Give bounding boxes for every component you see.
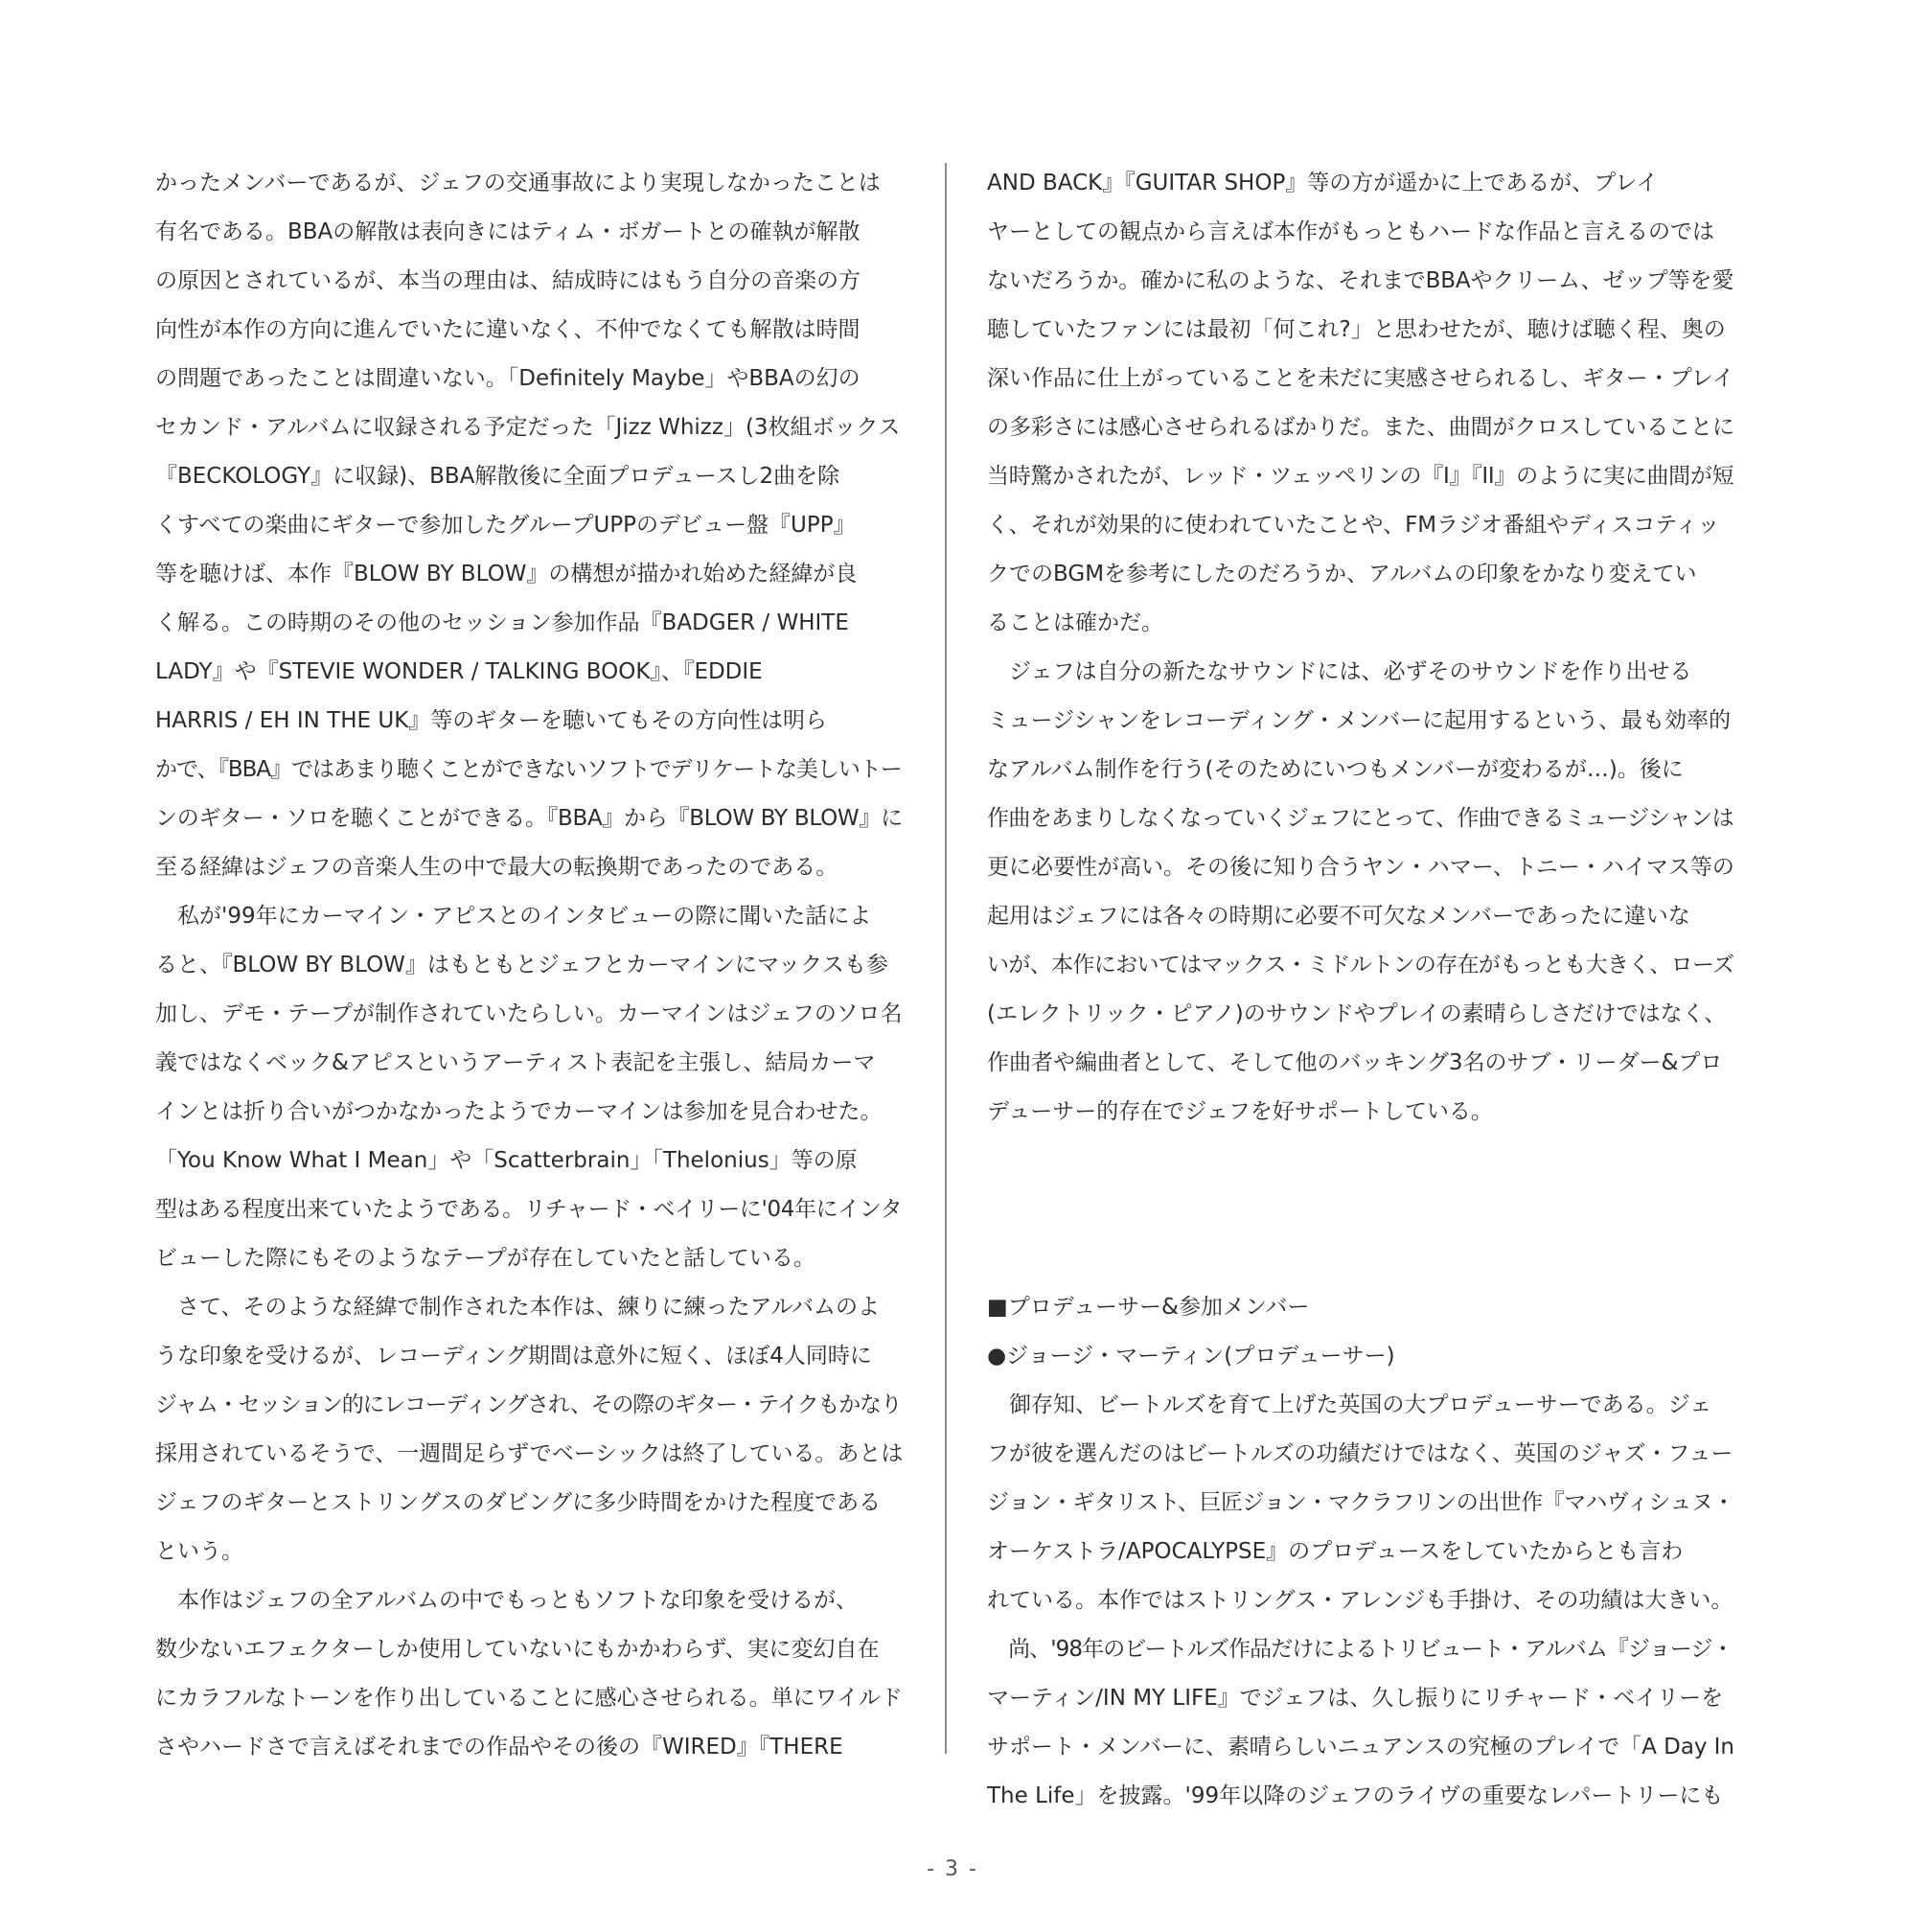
text-line: クでのBGMを参考にしたのだろうか、アルバムの印象をかなり変えてい [987,562,1697,586]
text-line: うな印象を受けるが、レコーディング期間は意外に短く、ほぼ4人同時に [155,1344,872,1368]
text-line: フが彼を選んだのはビートルズの功績だけではなく、英国のジャズ・フュー [987,1441,1733,1466]
right-column-body [987,159,1734,1137]
text-line: AND BACK』『GUITAR SHOP』等の方が遥かに上であるが、プレイ [987,171,1659,196]
text-line: セカンド・アルバムに収録される予定だった「Jizz Whizz」(3枚組ボックス [155,415,901,440]
text-line: ミュージシャンをレコーディング・メンバーに起用するという、最も効率的 [987,708,1732,733]
text-line: (エレクトリック・ピアノ)のサウンドやプレイの素晴らしさだけではなく、 [987,1001,1727,1026]
text-line: という。 [155,1539,243,1564]
text-line: サポート・メンバーに、素晴らしいニュアンスの究極のプレイで「A Day In [987,1735,1734,1760]
text-line: オーケストラ/APOCALYPSE』のプロデュースをしていたからとも言わ [987,1539,1684,1564]
section-subheading: ●ジョージ・マーティン(プロデューサー) [987,1344,1395,1368]
text-line: 数少ないエフェクターしか使用していないにもかかわらず、実に変幻自在 [155,1637,880,1662]
text-line: The Life」を披露。'99年以降のジェフのライヴの重要なレパートリーにも [987,1783,1724,1808]
text-line: HARRIS / EH IN THE UK』等のギターを聴いてもその方向性は明ら [155,708,828,733]
text-line: 更に必要性が高い。その後に知り合うヤン・ハマー、トニー・ハイマス等の [987,855,1734,880]
text-line: の問題であったことは間違いない。「Definitely Maybe」やBBAの幻の [155,366,861,391]
text-line: 型はある程度出来ていたようである。リチャード・ベイリーに'04年にインタ [155,1197,903,1222]
right-column [987,159,1734,1821]
text-line: 尚、'98年のビートルズ作品だけによるトリビュート・アルバム『ジョージ・ [987,1637,1733,1662]
text-line: 『BECKOLOGY』に収録)、BBA解散後に全面プロデュースし2曲を除 [155,464,840,489]
text-line: 聴していたファンには最初「何これ?」と思わせたが、聴けば聴く程、奥の [987,317,1726,342]
text-line: 「You Know What I Mean」や「Scatterbrain」「Thelonius」等の原 [155,1148,858,1173]
text-line: かで、『BBA』ではあまり聴くことができないソフトでデリケートな美しいトー [155,757,902,782]
text-line: 有名である。BBAの解散は表向きにはティム・ボガートとの確執が解散 [155,219,861,244]
text-line: なアルバム制作を行う(そのためにいつもメンバーが変わるが…)。後に [987,757,1684,782]
text-line: 御存知、ビートルズを育て上げた英国の大プロデューサーである。ジェ [987,1392,1712,1417]
text-line: ジェフは自分の新たなサウンドには、必ずそのサウンドを作り出せる [987,659,1692,684]
text-line: 深い作品に仕上がっていることを未だに実感させられるし、ギター・プレイ [987,366,1734,391]
section-heading: ■プロデューサー&参加メンバー [987,1295,1310,1320]
left-column [155,159,903,1772]
text-line: デューサー的存在でジェフを好サポートしている。 [987,1099,1493,1124]
text-line: ンのギター・ソロを聴くことができる。『BBA』から『BLOW BY BLOW』に [155,806,903,831]
text-line: 採用されているそうで、一週間足らずでベーシックは終了している。あとは [155,1441,904,1466]
text-line: 起用はジェフには各々の時期に必要不可欠なメンバーであったに違いな [987,904,1690,929]
text-line: 義ではなくベック&アピスというアーティスト表記を主張し、結局カーマ [155,1050,876,1075]
text-line: ることは確かだ。 [987,610,1163,635]
text-line: マーティン/IN MY LIFE』でジェフは、久し振りにリチャード・ベイリーを [987,1686,1724,1711]
text-line: LADY』や『STEVIE WONDER / TALKING BOOK』、『EDDIE [155,659,763,684]
text-line: ジョン・ギタリスト、巨匠ジョン・マクラフリンの出世作『マハヴィシュヌ・ [987,1490,1734,1515]
text-line: ると、『BLOW BY BLOW』はもともとジェフとカーマインにマックスも参 [155,953,888,978]
text-line: 私が'99年にカーマイン・アピスとのインタビューの際に聞いた話によ [155,904,872,929]
text-line: くすべての楽曲にギターで参加したグループUPPのデビュー盤『UPP』 [155,513,856,538]
text-line: 等を聴けば、本作『BLOW BY BLOW』の構想が描かれ始めた経緯が良 [155,562,858,586]
section-body [987,1381,1734,1821]
text-line: ビューした際にもそのようなテープが存在していたと話している。 [155,1246,815,1271]
text-line: く、それが効果的に使われていたことや、FMラジオ番組やディスコティッ [987,513,1720,538]
section-spacer [987,1234,1734,1283]
text-line: の原因とされているが、本当の理由は、結成時にはもう自分の音楽の方 [155,268,861,293]
section-spacer [987,1185,1734,1234]
text-line: 当時驚かされたが、レッド・ツェッペリンの『I』『II』のように実に曲間が短 [987,464,1734,489]
text-line: ヤーとしての観点から言えば本作がもっともハードな作品と言えるのでは [987,219,1714,244]
text-line: さやハードさで言えばそれまでの作品やその後の『WIRED』『THERE [155,1735,843,1760]
page-number: - 3 - [927,1857,978,1881]
text-line: いが、本作においてはマックス・ミドルトンの存在がもっとも大きく、ローズ [987,953,1734,978]
text-line: 作曲をあまりしなくなっていくジェフにとって、作曲できるミュージシャンは [987,806,1733,831]
text-line: 作曲者や編曲者として、そして他のバッキング3名のサブ・リーダー&プロ [987,1050,1723,1075]
text-line: 加し、デモ・テープが制作されていたらしい。カーマインはジェフのソロ名 [155,1001,903,1026]
text-line: インとは折り合いがつかなかったようでカーマインは参加を見合わせた。 [155,1099,883,1124]
text-line: ジャム・セッション的にレコーディングされ、その際のギター・テイクもかなり [155,1392,902,1417]
text-line: さて、そのような経緯で制作された本作は、練りに練ったアルバムのよ [155,1295,881,1320]
text-line: ないだろうか。確かに私のような、それまでBBAやクリーム、ゼップ等を愛 [987,268,1734,293]
section-spacer [987,1137,1734,1185]
text-line: 本作はジェフの全アルバムの中でもっともソフトな印象を受けるが、 [155,1588,859,1613]
text-line: く解る。この時期のその他のセッション参加作品『BADGER / WHITE [155,610,849,635]
column-divider [945,163,947,1754]
text-line: にカラフルなトーンを作り出していることに感心させられる。単にワイルド [155,1686,903,1711]
text-line: れている。本作ではストリングス・アレンジも手掛け、その功績は大きい。 [987,1588,1733,1613]
text-line: 向性が本作の方向に進んでいたに違いなく、不仲でなくても解散は時間 [155,317,861,342]
text-line: ジェフのギターとストリングスのダビングに多少時間をかけた程度である [155,1490,882,1515]
text-line: 至る経緯はジェフの音楽人生の中で最大の転換期であったのである。 [155,855,838,880]
text-line: の多彩さには感心させられるばかりだ。また、曲間がクロスしていることに [987,415,1734,440]
text-line: かったメンバーであるが、ジェフの交通事故により実現しなかったことは [155,171,881,196]
